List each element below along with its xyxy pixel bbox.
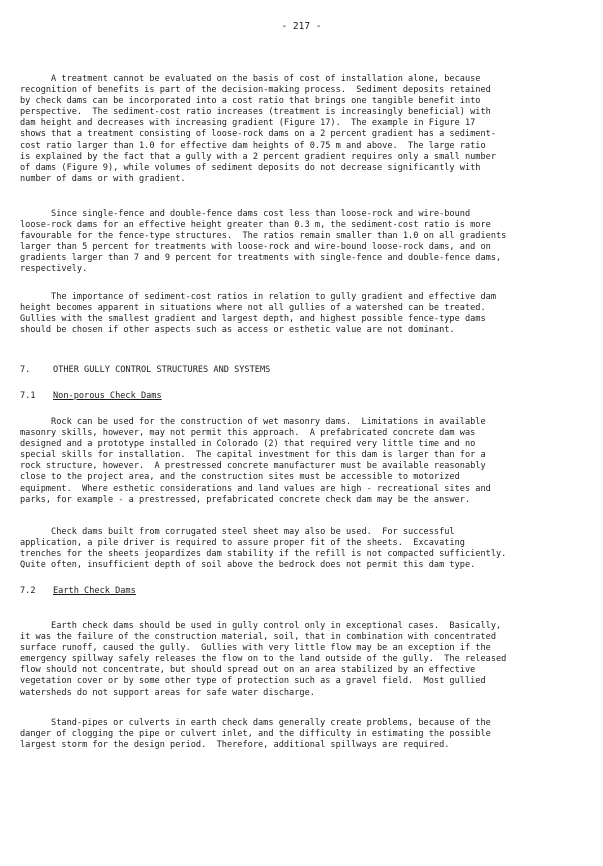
paragraph-gully-gradient-importance — [20, 292, 588, 336]
text-line: special skills for installation. The capital investment for this dam is larger than for a — [20, 450, 486, 461]
section-number: 7.1 — [20, 391, 36, 401]
text-line: largest storm for the design period. Therefore, additional spillways are required. — [20, 740, 450, 751]
text-line: surface runoff, caused the gully. Gullies with very little flow may be an exception if the — [20, 643, 491, 654]
section-title: Non-porous Check Dams — [53, 391, 162, 401]
paragraph-sediment-cost-ratio — [20, 74, 588, 185]
text-line: flow should not concentrate, but should spread out on an area stabilized by an effective — [20, 665, 476, 676]
text-line: emergency spillway safely releases the flow on to the land outside of the gully. The released — [20, 654, 507, 665]
text-line: rock structure, however. A prestressed concrete manufacturer must be available reasonably — [20, 461, 486, 472]
text-line: Check dams built from corrugated steel sheet may also be used. For successful — [20, 527, 455, 537]
text-line: loose-rock dams for an effective height greater than 0.3 m, the sediment-cost ratio is more — [20, 220, 491, 231]
text-line: larger than 5 percent for treatments with loose-rock and wire-bound loose-rock dams, and on — [20, 242, 491, 253]
text-line: watersheds do not support areas for safe water discharge. — [20, 687, 315, 698]
text-line: height becomes apparent in situations where not all gullies of a watershed can be treated. — [20, 303, 486, 314]
text-line: is explained by the fact that a gully with a 2 percent gradient requires only a small number — [20, 151, 496, 162]
section-heading-7 — [20, 365, 270, 376]
text-line: Gullies with the smallest gradient and largest depth, and highest possible fence-type dams — [20, 314, 486, 325]
paragraph-fence-type-structures — [20, 209, 588, 276]
section-heading-7-1 — [20, 391, 162, 402]
text-line: danger of clogging the pipe or culvert inlet, and the difficulty in estimating the possible — [20, 729, 491, 740]
text-line: of dams (Figure 9), while volumes of sediment deposits do not decrease significantly with — [20, 162, 481, 173]
text-line: dam height and decreases with increasing gradient (Figure 17). The example in Figure 17 — [20, 118, 476, 129]
text-line: parks, for example - a prestressed, prefabricated concrete check dam may be the answer. — [20, 494, 471, 505]
text-line: masonry skills, however, may not permit this approach. A prefabricated concrete dam was — [20, 428, 476, 439]
section-title: Earth Check Dams — [53, 586, 136, 596]
text-line: shows that a treatment consisting of loose-rock dams on a 2 percent gradient has a sediment- — [20, 129, 496, 140]
text-line: should be chosen if other aspects such as access or esthetic value are not dominant. — [20, 325, 455, 336]
section-heading-7-2 — [20, 586, 136, 597]
text-line: by check dams can be incorporated into a cost ratio that brings one tangible benefit into — [20, 96, 481, 107]
text-line: recognition of benefits is part of the decision-making process. Sediment deposits retained — [20, 85, 491, 96]
text-line: gradients larger than 7 and 9 percent for treatments with single-fence and double-fence dams, — [20, 253, 502, 264]
text-line: Rock can be used for the construction of wet masonry dams. Limitations in available — [20, 417, 486, 427]
text-line: designed and a prototype installed in Colorado (2) that required very little time and no — [20, 439, 476, 450]
text-line: A treatment cannot be evaluated on the basis of cost of installation alone, because — [20, 74, 481, 84]
paragraph-stand-pipes-culverts — [20, 718, 588, 751]
text-line: favourable for the fence-type structures. The ratios remain smaller than 1.0 on all gradients — [20, 231, 507, 242]
text-line: perspective. The sediment-cost ratio increases (treatment is increasingly beneficial) with — [20, 107, 491, 118]
text-line: it was the failure of the construction material, soil, that in combination with concentrated — [20, 632, 496, 643]
text-line: equipment. Where esthetic considerations and land values are high - recreational sites and — [20, 483, 491, 494]
section-title: OTHER GULLY CONTROL STRUCTURES AND SYSTEMS — [53, 365, 271, 375]
text-line: application, a pile driver is required to assure proper fit of the sheets. Excavating — [20, 538, 465, 549]
text-line: Stand-pipes or culverts in earth check dams generally create problems, because of the — [20, 718, 491, 728]
text-line: number of dams or with gradient. — [20, 173, 186, 184]
text-line: vegetation cover or by some other type of protection such as a gravel field. Most gullied — [20, 676, 486, 687]
paragraph-masonry-concrete-dams — [20, 417, 588, 506]
text-line: Earth check dams should be used in gully control only in exceptional cases. Basically, — [20, 621, 502, 631]
text-line: cost ratio larger than 1.0 for effective dam heights of 0.75 m and above. The large ratio — [20, 140, 486, 151]
text-line: Quite often, insufficient depth of soil above the bedrock does not permit this dam type. — [20, 560, 476, 571]
text-line: The importance of sediment-cost ratios in relation to gully gradient and effective dam — [20, 292, 496, 302]
paragraph-corrugated-steel-dams — [20, 527, 588, 571]
section-number: 7. — [20, 365, 31, 375]
text-line: Since single-fence and double-fence dams cost less than loose-rock and wire-bound — [20, 209, 471, 219]
text-line: trenches for the sheets jeopardizes dam stability if the refill is not compacted sufficiently. — [20, 549, 507, 560]
text-line: respectively. — [20, 264, 88, 275]
page-number: - 217 - — [281, 21, 322, 32]
text-line: close to the project area, and the construction sites must be accessible to motorized — [20, 472, 460, 483]
paragraph-earth-check-dams — [20, 621, 588, 699]
section-number: 7.2 — [20, 586, 36, 596]
